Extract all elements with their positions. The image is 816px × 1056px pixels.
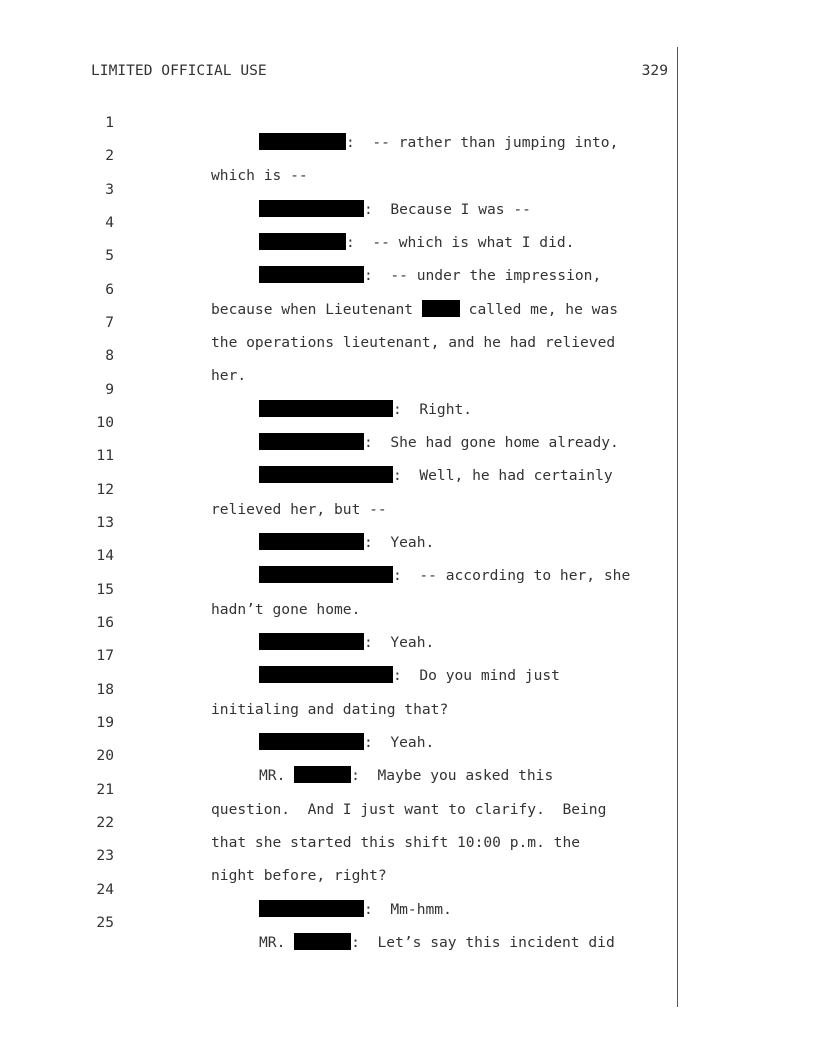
line-number: 25 <box>96 914 114 931</box>
line-number: 13 <box>96 514 114 531</box>
line-number: 6 <box>105 281 114 298</box>
line-text: : -- according to her, she <box>393 567 631 584</box>
transcript-line <box>0 693 816 751</box>
transcript-line <box>0 93 816 151</box>
transcript-line <box>0 860 816 918</box>
line-text: her. <box>211 367 247 384</box>
transcript-line <box>0 760 816 818</box>
line-number: 5 <box>105 247 114 264</box>
line-number: 17 <box>96 647 114 664</box>
transcript-line <box>0 660 816 718</box>
line-number: 1 <box>105 114 114 131</box>
line-text: initialing and dating that? <box>211 701 449 718</box>
line-text: : Let’s say this incident did <box>351 934 615 951</box>
line-text: because when Lieutenant <box>211 301 422 318</box>
line-text: : -- under the impression, <box>364 267 602 284</box>
header-classification: LIMITED OFFICIAL USE <box>91 62 267 79</box>
line-number: 21 <box>96 781 114 798</box>
line-number: 11 <box>96 447 114 464</box>
line-text: the operations lieutenant, and he had relieved <box>211 334 616 351</box>
line-text: question. And I just want to clarify. Being <box>211 801 607 818</box>
transcript-line <box>0 360 816 418</box>
line-number: 3 <box>105 181 114 198</box>
redaction-box <box>294 933 351 950</box>
transcript-line <box>0 126 816 184</box>
transcript-line <box>0 460 816 518</box>
line-number: 22 <box>96 814 114 831</box>
line-number: 16 <box>96 614 114 631</box>
line-number: 23 <box>96 847 114 864</box>
line-text: : Because I was -- <box>364 201 531 218</box>
line-number: 19 <box>96 714 114 731</box>
line-text: that she started this shift 10:00 p.m. the <box>211 834 581 851</box>
line-number: 24 <box>96 881 114 898</box>
line-text: : Right. <box>393 401 473 418</box>
line-number: 14 <box>96 547 114 564</box>
line-text: : Do you mind just <box>393 667 560 684</box>
line-text: : Yeah. <box>364 534 435 551</box>
transcript-line <box>0 893 816 951</box>
line-number: 8 <box>105 347 114 364</box>
line-text: which is -- <box>211 167 308 184</box>
transcript-line <box>0 593 816 651</box>
transcript-line <box>0 560 816 618</box>
line-number: 4 <box>105 214 114 231</box>
line-text: : -- which is what I did. <box>346 234 575 251</box>
line-number: 15 <box>96 581 114 598</box>
line-text: MR. <box>259 767 295 784</box>
transcript-line <box>0 260 816 318</box>
line-text: MR. <box>259 934 295 951</box>
line-number: 7 <box>105 314 114 331</box>
transcript-line <box>0 793 816 851</box>
transcript-line <box>0 526 816 584</box>
transcript-line <box>0 826 816 884</box>
transcript-line <box>0 626 816 684</box>
line-number: 2 <box>105 147 114 164</box>
line-number: 20 <box>96 747 114 764</box>
line-text: : She had gone home already. <box>364 434 619 451</box>
transcript-line <box>0 393 816 451</box>
page-number: 329 <box>641 62 668 79</box>
transcript-line <box>0 426 816 484</box>
line-number: 9 <box>105 381 114 398</box>
line-text: hadn’t gone home. <box>211 601 361 618</box>
transcript-line <box>0 293 816 351</box>
line-text: : Yeah. <box>364 734 435 751</box>
line-number: 12 <box>96 481 114 498</box>
line-number: 10 <box>96 414 114 431</box>
transcript-line <box>0 193 816 251</box>
line-number: 18 <box>96 681 114 698</box>
line-text: : Maybe you asked this <box>351 767 554 784</box>
line-text: : Mm-hmm. <box>364 901 452 918</box>
line-text: night before, right? <box>211 867 387 884</box>
line-text: : Yeah. <box>364 634 435 651</box>
line-text: : -- rather than jumping into, <box>346 134 619 151</box>
transcript-line <box>0 326 816 384</box>
transcript-line <box>0 726 816 784</box>
transcript-line <box>0 493 816 551</box>
transcript-line <box>0 160 816 218</box>
transcript-line <box>0 226 816 284</box>
line-text: called me, he was <box>459 301 619 318</box>
line-text: relieved her, but -- <box>211 501 387 518</box>
line-text: : Well, he had certainly <box>393 467 613 484</box>
